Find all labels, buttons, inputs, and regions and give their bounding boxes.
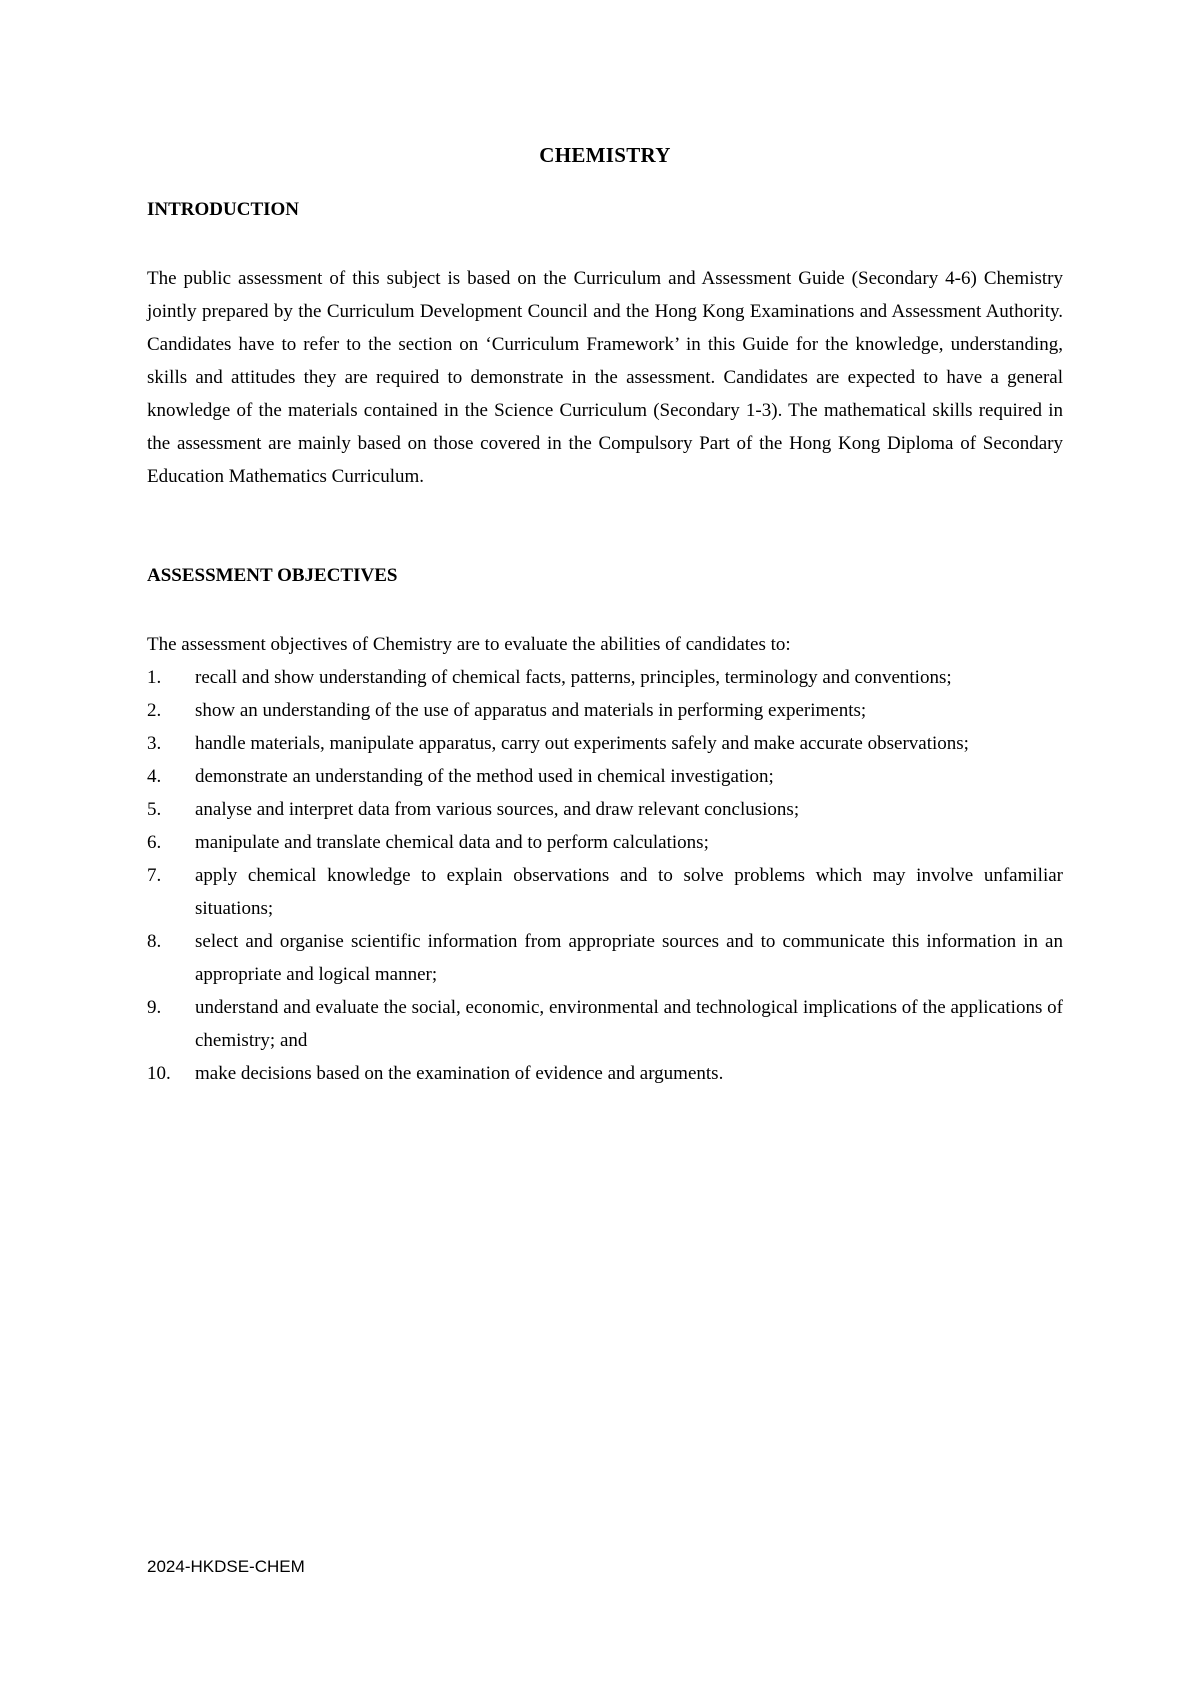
objective-text: show an understanding of the use of apparatus and materials in performing experiments; <box>195 700 867 721</box>
objective-text: understand and evaluate the social, economic, environmental and technological implications of the applications of chemistry; and <box>195 997 1063 1051</box>
objective-item-8 <box>147 925 1063 991</box>
objective-item-5 <box>147 793 1063 826</box>
objective-item-6 <box>147 826 1063 859</box>
objective-text: recall and show understanding of chemical facts, patterns, principles, terminology and conventions; <box>195 667 952 688</box>
document-title: CHEMISTRY <box>539 143 671 167</box>
objective-item-10 <box>147 1057 1063 1090</box>
objectives-intro: The assessment objectives of Chemistry are to evaluate the abilities of candidates to: <box>147 634 791 655</box>
objective-item-4 <box>147 760 1063 793</box>
objective-item-1 <box>147 661 1063 694</box>
objective-item-7 <box>147 859 1063 925</box>
objective-number: 6. <box>147 832 162 853</box>
objective-number: 2. <box>147 700 162 721</box>
objective-text: make decisions based on the examination of evidence and arguments. <box>195 1063 724 1084</box>
objective-text: manipulate and translate chemical data and to perform calculations; <box>195 832 709 853</box>
objective-text: demonstrate an understanding of the method used in chemical investigation; <box>195 766 774 787</box>
objective-number: 5. <box>147 799 162 820</box>
objective-text: handle materials, manipulate apparatus, carry out experiments safely and make accurate observations; <box>195 733 969 754</box>
page-footer: 2024-HKDSE-CHEM <box>147 1557 305 1576</box>
objective-number: 10. <box>147 1063 171 1084</box>
objective-number: 7. <box>147 865 162 886</box>
objective-text: analyse and interpret data from various sources, and draw relevant conclusions; <box>195 799 800 820</box>
objectives-list <box>147 661 1063 1090</box>
objective-text: select and organise scientific information from appropriate sources and to communicate this information in an appropriate and logical manner; <box>195 931 1063 985</box>
objective-item-9 <box>147 991 1063 1057</box>
objective-text: apply chemical knowledge to explain observations and to solve problems which may involve unfamiliar situations; <box>195 865 1063 919</box>
introduction-heading: INTRODUCTION <box>147 199 300 220</box>
objective-number: 1. <box>147 667 162 688</box>
objectives-heading: ASSESSMENT OBJECTIVES <box>147 565 398 586</box>
objective-item-2 <box>147 694 1063 727</box>
objective-number: 9. <box>147 997 162 1018</box>
objective-number: 3. <box>147 733 162 754</box>
objective-item-3 <box>147 727 1063 760</box>
objective-number: 4. <box>147 766 162 787</box>
introduction-paragraph: The public assessment of this subject is based on the Curriculum and Assessment Guide (Secondary 4-6) Chemistry jointly prepared by the Curriculum Development Council and the Hong Kong Examinations and Assessment Authority. Candidates have to refer to the section on ‘Curriculum Framework’ in this Guide for the knowledge, understanding, skills and attitudes they are required to demonstrate in the assessment. Candidates are expected to have a general knowledge of the materials contained in the Science Curriculum (Secondary 1-3). The mathematical skills required in the assessment are mainly based on those covered in the Compulsory Part of the Hong Kong Diploma of Secondary Education Mathematics Curriculum. <box>147 268 1063 487</box>
objective-number: 8. <box>147 931 162 952</box>
